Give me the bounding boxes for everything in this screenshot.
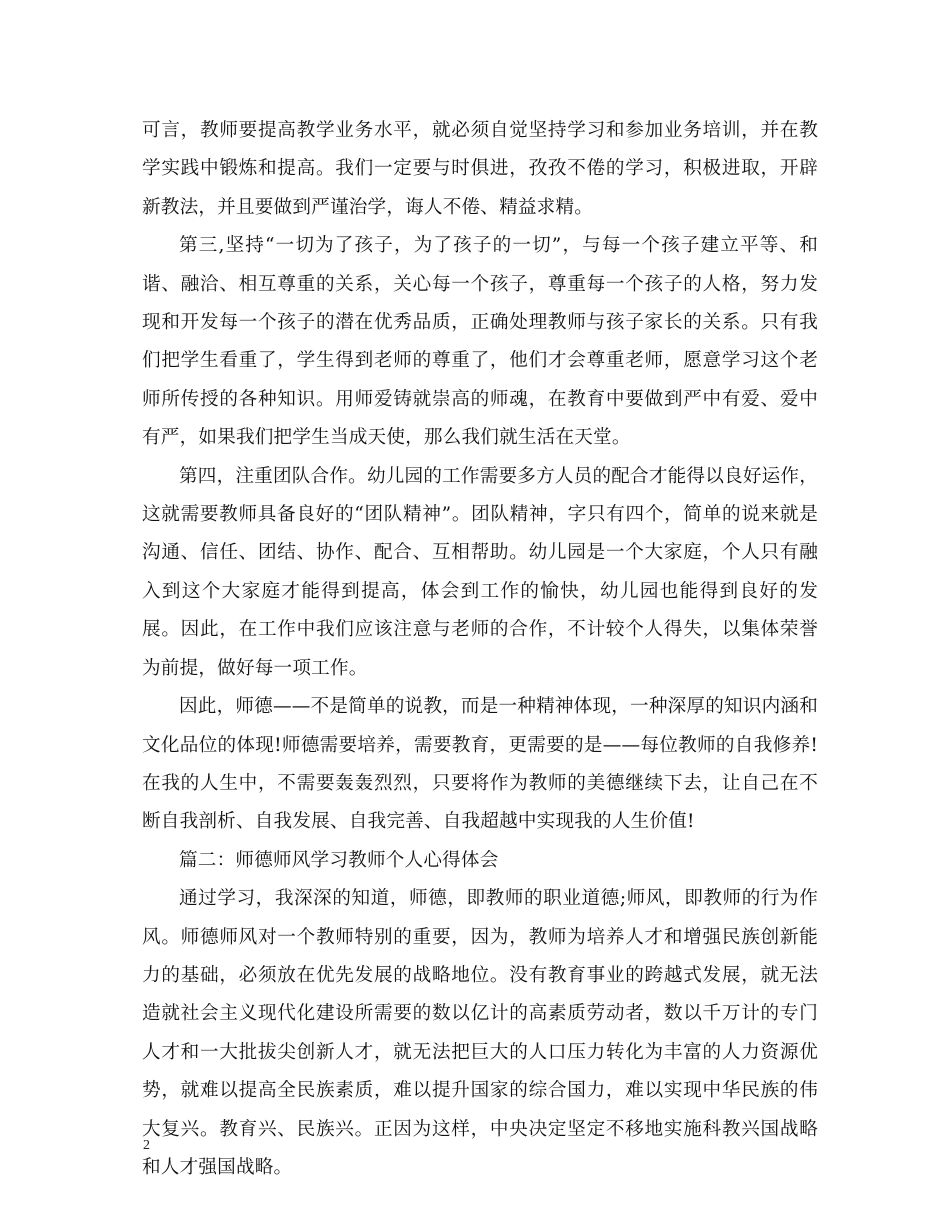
- paragraph-continuation: 可言，教师要提高教学业务水平，就必须自觉坚持学习和参加业务培训，并在教学实践中锻炼和提高。我们一定要与时俱进，孜孜不倦的学习，积极进取，开辟新教法，并且要做到严谨治学，诲人不倦、精益求精。: [142, 120, 818, 218]
- section-heading: 篇二：师德师风学习教师个人心得体会: [179, 849, 499, 871]
- document-body: [142, 112, 818, 1187]
- paragraph-point-four: 第四，注重团队合作。幼儿园的工作需要多方人员的配合才能得以良好运作，这就需要教师具备良好的“团队精神”。团队精神，字只有四个，简单的说来就是沟通、信任、团结、协作、配合、互相帮助。幼儿园是一个大家庭，个人只有融入到这个大家庭才能得到提高，体会到工作的愉快，幼儿园也能得到良好的发展。因此，在工作中我们应该注意与老师的合作，不计较个人得失，以集体荣誉为前提，做好每一项工作。: [142, 465, 818, 679]
- paragraph-section-two-intro: 通过学习，我深深的知道，师德，即教师的职业道德;师风，即教师的行为作风。师德师风对一个教师特别的重要，因为，教师为培养人才和增强民族创新能力的基础，必须放在优先发展的战略地位。没有教育事业的跨越式发展，就无法造就社会主义现代化建设所需要的数以亿计的高素质劳动者，数以千万计的专门人才和一大批拔尖创新人才，就无法把巨大的人口压力转化为丰富的人力资源优势，就难以提高全民族素质，难以提升国家的综合国力，难以实现中华民族的伟大复兴。教育兴、民族兴。正因为这样，中央决定坚定不移地实施科教兴国战略和人才强国战略。: [142, 888, 818, 1178]
- paragraph-conclusion: 因此，师德——不是简单的说教，而是一种精神体现，一种深厚的知识内涵和文化品位的体现!师德需要培养，需要教育，更需要的是——每位教师的自我修养!在我的人生中，不需要轰轰烈烈，只要将作为教师的美德继续下去，让自己在不断自我剖析、自我发展、自我完善、自我超越中实现我的人生价值!: [142, 696, 818, 833]
- page-number: 2: [143, 1138, 150, 1153]
- paragraph-point-three: 第三,坚持“一切为了孩子，为了孩子的一切”，与每一个孩子建立平等、和谐、融洽、相互尊重的关系，关心每一个孩子，尊重每一个孩子的人格，努力发现和开发每一个孩子的潜在优秀品质，正确处理教师与孩子家长的关系。只有我们把学生看重了，学生得到老师的尊重了，他们才会尊重老师，愿意学习这个老师所传授的各种知识。用师爱铸就崇高的师魂，在教育中要做到严中有爱、爱中有严，如果我们把学生当成天使，那么我们就生活在天堂。: [142, 235, 818, 449]
